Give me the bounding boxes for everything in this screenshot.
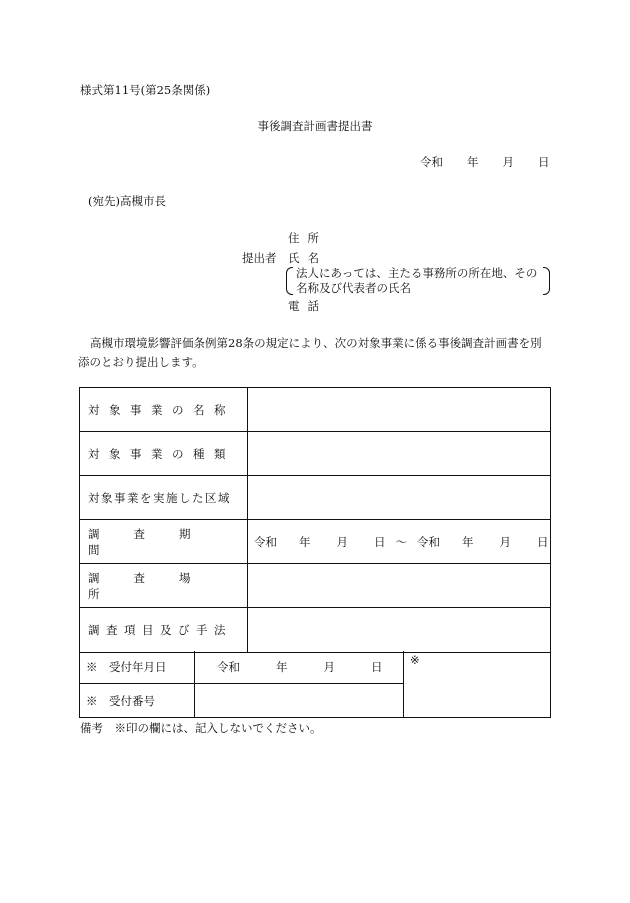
- date-era: 令和: [420, 155, 443, 169]
- plan-table: [79, 387, 551, 653]
- period-year-1: 年: [299, 534, 311, 549]
- phone-label: 電話: [288, 299, 327, 313]
- table-row: [80, 684, 403, 717]
- survey-period-field[interactable]: [248, 520, 550, 563]
- table-row: [80, 564, 550, 608]
- period-tilde: 〜: [395, 534, 407, 549]
- period-era-2: 令和: [417, 534, 440, 549]
- project-type-field[interactable]: [248, 432, 550, 475]
- row-label: 対象事業の名称: [80, 388, 248, 431]
- table-row: [80, 476, 550, 520]
- project-name-field[interactable]: [248, 388, 550, 431]
- row-label: 対象事業の種類: [80, 432, 248, 475]
- reception-year: 年: [276, 660, 288, 674]
- date-year: 年: [467, 155, 479, 169]
- form-number: 様式第11号(第25条関係): [80, 83, 211, 97]
- period-month-1: 月: [336, 534, 348, 549]
- submission-date: [420, 154, 550, 170]
- addressee: (宛先)高槻市長: [88, 194, 166, 208]
- table-row: [80, 608, 550, 652]
- reception-table: [79, 651, 551, 718]
- date-month: 月: [502, 155, 514, 169]
- document-title: 事後調査計画書提出書: [257, 119, 373, 133]
- row-label: 調査項目及び手法: [80, 608, 248, 652]
- reception-left: [80, 651, 404, 717]
- project-area-field[interactable]: [248, 476, 550, 519]
- row-label: 調査場所: [80, 564, 248, 607]
- submitter-label: 提出者: [242, 251, 277, 265]
- reception-mark: ※: [410, 653, 420, 667]
- row-label: 対象事業を実施した区域: [80, 476, 248, 519]
- bracket-right: [543, 267, 550, 295]
- period-year-2: 年: [462, 534, 474, 549]
- reception-date-value: [195, 659, 403, 675]
- survey-location-field[interactable]: [248, 564, 550, 607]
- reception-era: 令和: [217, 660, 240, 674]
- reception-number-label: ※ 受付番号: [80, 684, 195, 717]
- remark: 備考 ※印の欄には、記入しないでください。: [80, 721, 322, 735]
- row-label: 調査期間: [80, 520, 248, 563]
- period-era-1: 令和: [254, 534, 277, 549]
- bracket-left: [286, 267, 293, 295]
- reception-month: 月: [323, 660, 335, 674]
- period-day-1: 日: [374, 534, 386, 549]
- reception-day: 日: [371, 660, 383, 674]
- table-row: [80, 520, 550, 564]
- table-row: [80, 432, 550, 476]
- period-day-2: 日: [537, 534, 549, 549]
- address-label: 住所: [288, 231, 327, 245]
- name-label: 氏名: [288, 251, 327, 265]
- body-text: 高槻市環境影響評価条例第28条の規定により、次の対象事業に係る事後調査計画書を別添のとおり提出します。: [78, 336, 542, 369]
- table-row: [80, 651, 403, 684]
- table-row: [80, 388, 550, 432]
- date-day: 日: [538, 155, 550, 169]
- survey-method-field[interactable]: [248, 608, 550, 652]
- period-month-2: 月: [499, 534, 511, 549]
- note-line-2: 名称及び代表者の氏名: [296, 281, 411, 295]
- reception-date-label: ※ 受付年月日: [80, 651, 195, 683]
- note-line-1: 法人にあっては、主たる事務所の所在地、その: [296, 266, 538, 280]
